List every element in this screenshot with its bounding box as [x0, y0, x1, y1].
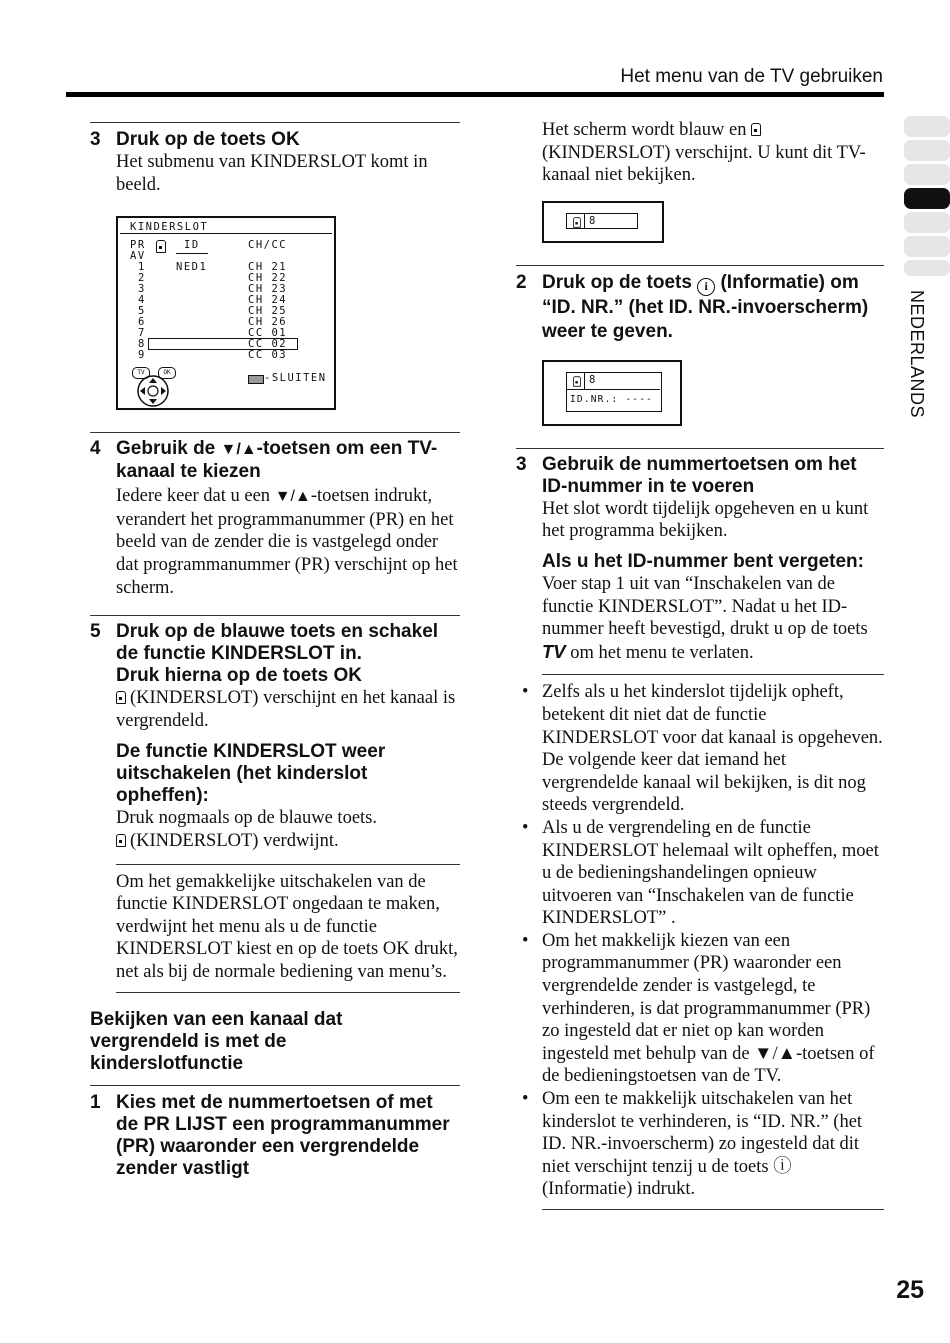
divider	[516, 265, 884, 266]
chapter-tabs	[904, 116, 950, 276]
step-3-heading	[516, 454, 884, 498]
menu-row-channel: CH 22	[248, 272, 288, 285]
close-label: -SLUITEN	[264, 372, 327, 385]
divider	[90, 432, 460, 433]
step-3-text: Het slot wordt tijdelijk opgeheven en u kunt het programma bekijken.	[542, 498, 869, 542]
divider	[116, 992, 460, 993]
channel-number: 8	[589, 373, 597, 386]
menu-row-channel: CH 23	[248, 283, 288, 296]
box-separator	[584, 213, 585, 229]
step-title: Druk op de toets OK	[116, 129, 300, 150]
step-number: 4	[90, 438, 101, 460]
lock-icon	[116, 834, 126, 847]
col-ch: CH/CC	[248, 239, 288, 252]
page-header-title: Het menu van de TV gebruiken	[620, 66, 883, 87]
locked-channel-screen	[542, 201, 664, 243]
tv-button-icon: TV	[132, 367, 150, 379]
step-4-heading	[90, 438, 460, 483]
list-item: • Zelfs als u het kinderslot tijdelijk opheft, betekent dit niet dat de functie KINDERSLOT voor dat kanaal is opgeheven. De volgende keer dat iemand het vergrendelde kanaal wil bekijken, is dit nog steeds vergrendeld.	[516, 681, 884, 817]
notes-list	[516, 681, 884, 1201]
menu-row-pr: 3	[138, 283, 146, 296]
subheading-turn-off: De functie KINDERSLOT weer uitschakelen (het kinderslot opheffen):	[116, 741, 386, 807]
kinderslot-menu-screen	[116, 216, 336, 410]
menu-title: KINDERSLOT	[130, 221, 209, 234]
box-separator	[584, 372, 585, 389]
forgot-id-heading: Als u het ID-nummer bent vergeten:	[542, 550, 864, 572]
step-2-heading	[516, 271, 884, 344]
menu-row-pr: 1	[138, 261, 146, 274]
divider	[116, 864, 460, 865]
channel-number: 8	[589, 214, 597, 227]
side-language-label: NEDERLANDS	[907, 290, 927, 419]
id-number-screen	[542, 360, 682, 426]
menu-row-pr: 5	[138, 305, 146, 318]
step-3-text: Het submenu van KINDERSLOT komt in beeld.	[116, 152, 428, 195]
down-up-arrows-icon: ▼/▲	[220, 441, 257, 459]
info-icon: i	[697, 278, 715, 296]
chapter-tab	[904, 212, 950, 233]
lock-icon	[573, 376, 581, 386]
menu-row-channel: CC 03	[248, 349, 288, 362]
step-number: 2	[516, 271, 527, 293]
step-title: Gebruik de ▼/▲-toetsen om een TV-kanaal te kiezen	[116, 438, 438, 483]
id-box-divider	[566, 389, 660, 390]
step-title: Gebruik de nummertoetsen om het ID-nummer in te voeren	[542, 453, 857, 497]
step-5-text: (KINDERSLOT) verschijnt en het kanaal is vergrendeld.	[116, 688, 456, 731]
step-1-heading	[90, 1092, 460, 1180]
list-item: • Om het makkelijk kiezen van een programmanummer (PR) waaronder een vergrendelde zender is vastgelegd, te verhinderen, is dat programmanummer (PR) zo ingesteld dat er niet op kan worden ingesteld met behulp van de ▼/▲-toetsen of de bedieningstoetsen van de TV.	[516, 930, 884, 1088]
menu-row-channel: CC 01	[248, 327, 288, 340]
divider	[90, 1085, 460, 1086]
id-value: NED1	[176, 261, 208, 274]
list-item: • Als u de vergrendeling en de functie KINDERSLOT helemaal wilt opheffen, moet u de bedieningshandelingen opnieuw uitvoeren van “Inschakelen van de functie KINDERSLOT” .	[516, 817, 884, 930]
menu-row-pr: 8	[138, 338, 146, 351]
turn-off-line-2: (KINDERSLOT) verdwijnt.	[116, 830, 460, 853]
section-title: Bekijken van een kanaal dat vergrendeld is met de kinderslotfunctie	[90, 1008, 343, 1074]
step-4-text: Iedere keer dat u een ▼/▲-toetsen indrukt, verandert het programmanummer (PR) en het beeld van de zender die is vastgelegd onder dat programmanummer (PR) verschijnt op het scherm.	[116, 486, 458, 598]
left-column	[90, 122, 460, 1180]
header-rule	[66, 92, 884, 97]
step-title: Druk op de toets i (Informatie) om “ID. NR.” (het ID. NR.-invoerscherm) weer te geven.	[542, 271, 869, 342]
menu-row-channel: CH 26	[248, 316, 288, 329]
menu-row-channel: CH 24	[248, 294, 288, 307]
menu-row-pr: 4	[138, 294, 146, 307]
step-5-heading	[90, 621, 460, 687]
id-overline	[176, 253, 208, 254]
selected-row-highlight	[148, 338, 298, 350]
tv-key-label: TV	[542, 640, 566, 662]
list-item: • Om een te makkelijk uitschakelen van het kinderslot te verhinderen, is “ID. NR.” (het ID. NR.-invoerscherm) zo ingesteld dat dit niet verschijnt tenzij u de toets ⓘ (Informatie) indrukt.	[516, 1088, 884, 1201]
lock-icon	[116, 691, 126, 704]
av-label: AV	[130, 250, 146, 263]
chapter-tab	[904, 116, 950, 137]
menu-row-channel: CH 21	[248, 261, 288, 274]
chapter-tab	[904, 260, 950, 276]
divider	[90, 615, 460, 616]
step-number: 1	[90, 1091, 101, 1113]
step-3-heading	[90, 129, 460, 151]
menu-row-channel: CC 02	[248, 338, 288, 351]
down-up-arrows-icon: ▼/▲	[274, 488, 311, 506]
menu-row-pr: 6	[138, 316, 146, 329]
note-text: Om het gemakkelijke uitschakelen van de functie KINDERSLOT ongedaan te maken, verdwijnt het menu als u de functie KINDERSLOT kiest en op de toets OK drukt, net als bij de normale bediening van menu’s.	[116, 871, 458, 982]
id-number-label: ID.NR.: ----	[570, 393, 654, 405]
divider	[542, 1209, 884, 1210]
step-number: 3	[516, 453, 527, 475]
blue-button-icon	[248, 375, 264, 384]
menu-row-pr: 9	[138, 349, 146, 362]
divider	[516, 448, 884, 449]
step-title: Druk op de blauwe toets en schakel de functie KINDERSLOT in. Druk hierna op de toets OK	[116, 621, 439, 687]
chapter-tab	[904, 140, 950, 161]
turn-off-line-1: Druk nogmaals op de blauwe toets.	[116, 808, 377, 829]
menu-row-channel: CH 25	[248, 305, 288, 318]
lock-icon	[751, 123, 761, 136]
chapter-tab	[904, 164, 950, 185]
intro-text: Het scherm wordt blauw en (KINDERSLOT) verschijnt. U kunt dit TV-kanaal niet bekijken.	[542, 120, 866, 186]
navigation-pad-icon	[136, 374, 170, 408]
right-column	[516, 119, 884, 1210]
divider	[542, 674, 884, 675]
chapter-tab	[904, 236, 950, 257]
forgot-id-text: Voer stap 1 uit van “Inschakelen van de functie KINDERSLOT”. Nadat u het ID-nummer heeft bevestigd, drukt u op de toets TV om het menu te verlaten.	[542, 573, 868, 663]
divider	[90, 122, 460, 123]
lock-icon	[156, 240, 166, 253]
page-number: 25	[896, 1276, 924, 1304]
step-number: 5	[90, 621, 101, 643]
lock-icon	[573, 217, 581, 227]
step-number: 3	[90, 129, 101, 150]
menu-row-pr: 2	[138, 272, 146, 285]
col-pr: PR	[130, 239, 146, 252]
step-title: Kies met de nummertoetsen of met de PR LIJST een programmanummer (PR) waaronder een vergrendelde zender vastligt	[116, 1091, 450, 1179]
chapter-tab-active	[904, 188, 950, 209]
menu-divider	[120, 233, 332, 234]
menu-row-pr: 7	[138, 327, 146, 340]
ok-button-icon: OK	[158, 367, 176, 379]
col-id: ID	[184, 239, 200, 252]
